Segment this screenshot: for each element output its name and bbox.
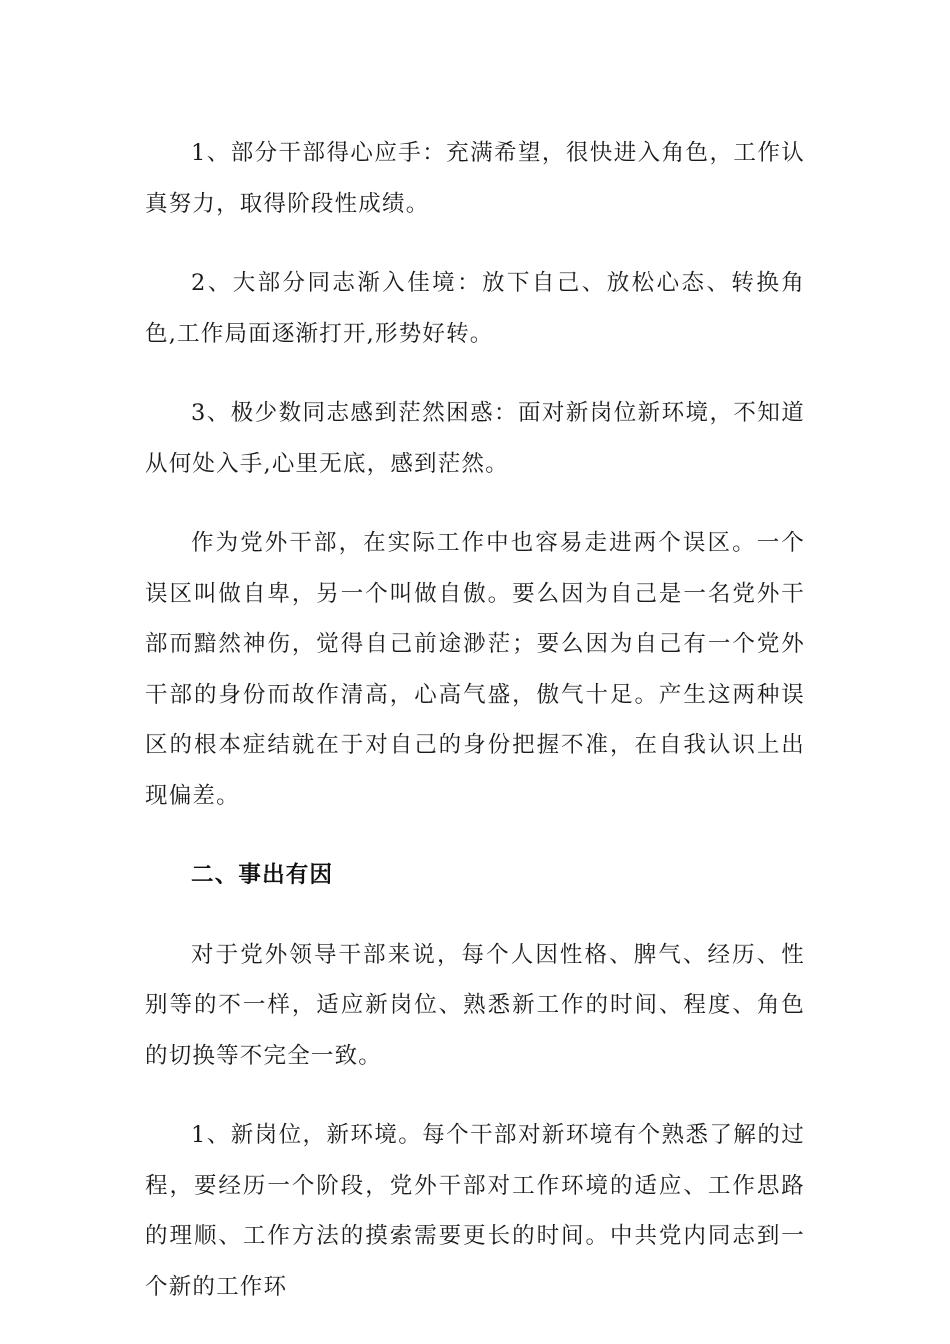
paragraph-3: 3、极少数同志感到茫然困惑：面对新岗位新环境，不知道从何处入手,心里无底，感到茫然。 [145, 400, 805, 477]
document-body [145, 128, 805, 1341]
paragraph-2: 2、大部分同志渐入佳境：放下自己、放松心态、转换角色,工作局面逐渐打开,形势好转。 [145, 270, 805, 347]
section-heading: 二、事出有因 [191, 862, 334, 888]
paragraph-4: 作为党外干部，在实际工作中也容易走进两个误区。一个误区叫做自卑，另一个叫做自傲。要么因为自己是一名党外干部而黯然神伤，觉得自己前途渺茫；要么因为自己有一个党外干部的身份而故作清高，心高气盛，傲气十足。产生这两种误区的根本症结就在于对自己的身份把握不准，在自我认识上出现偏差。 [145, 530, 805, 809]
paragraph-6: 1、新岗位，新环境。每个干部对新环境有个熟悉了解的过程，要经历一个阶段，党外干部对工作环境的适应、工作思路的理顺、工作方法的摸索需要更长的时间。中共党内同志到一个新的工作环 [145, 1122, 805, 1300]
paragraph-5: 对于党外领导干部来说，每个人因性格、脾气、经历、性别等的不一样，适应新岗位、熟悉新工作的时间、程度、角色的切换等不完全一致。 [145, 941, 805, 1069]
paragraph-1: 1、部分干部得心应手：充满希望，很快进入角色，工作认真努力，取得阶段性成绩。 [145, 140, 805, 217]
